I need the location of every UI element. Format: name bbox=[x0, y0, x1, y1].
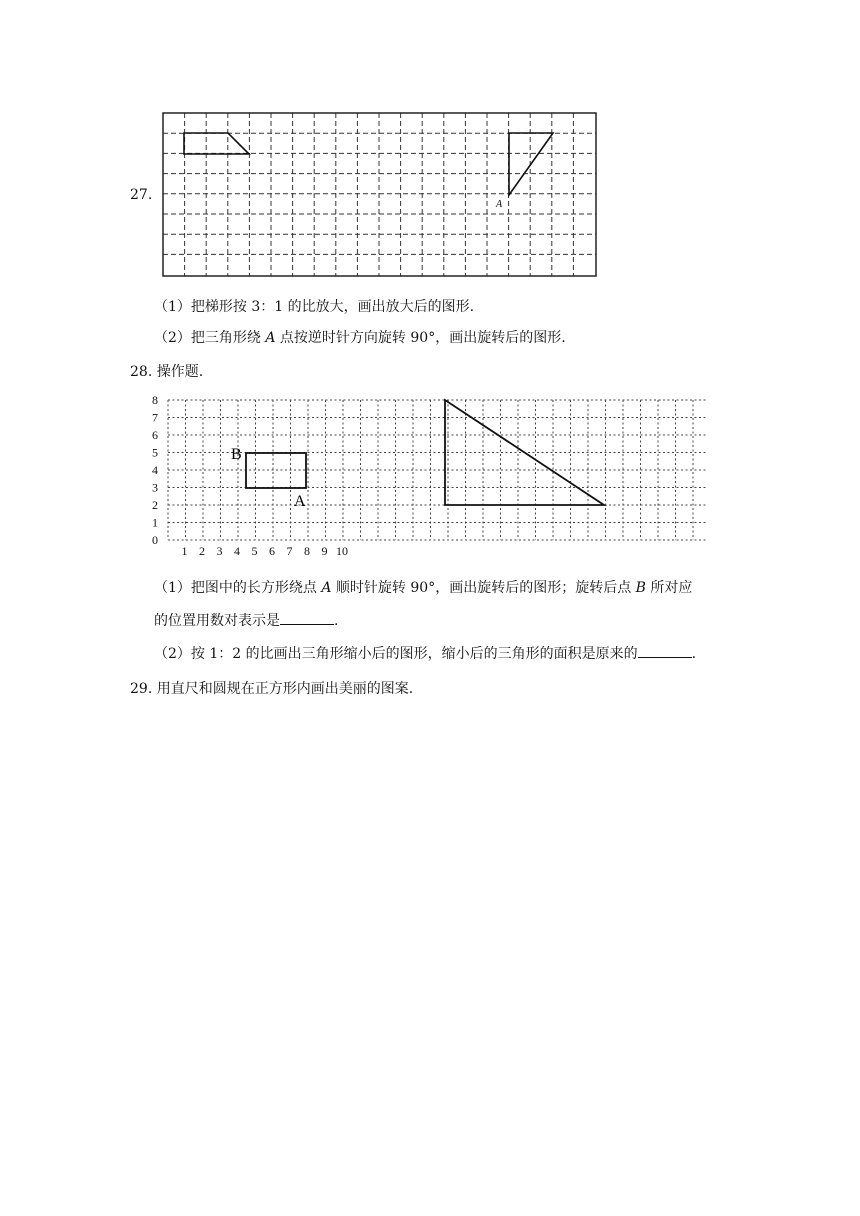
q28-y-tick-label: 1 bbox=[152, 515, 158, 530]
q28-y-tick-label: 4 bbox=[152, 463, 158, 477]
q27-sub2: （2）把三角形绕 A 点按逆时针方向旋转 90°，画出旋转后的图形. bbox=[154, 330, 566, 346]
q28-x-tick-label: 10 bbox=[336, 544, 348, 558]
q28-y-tick-label: 7 bbox=[152, 410, 158, 425]
q28-x-tick-label: 6 bbox=[269, 544, 275, 558]
q28-x-tick-label: 3 bbox=[216, 544, 223, 558]
q28-answer-blank-1[interactable] bbox=[280, 610, 334, 625]
q28-x-tick-label: 4 bbox=[234, 544, 240, 558]
q28-sub1-line1: （1）把图中的长方形绕点 A 顺时针旋转 90°，画出旋转后的图形；旋转后点 B 所对应 bbox=[154, 580, 693, 596]
q28-answer-blank-2[interactable] bbox=[638, 643, 692, 658]
q28-sub1-line2: 的位置用数对表示是 . bbox=[154, 610, 338, 630]
q28-x-tick-label: 1 bbox=[181, 544, 188, 558]
q27-point-a-label: A bbox=[496, 199, 503, 210]
q27-grid-figure bbox=[162, 112, 598, 278]
q28-y-tick-label: 2 bbox=[152, 498, 158, 512]
q27-triangle bbox=[509, 133, 553, 195]
q27-trapezoid bbox=[184, 133, 249, 154]
q28-triangle bbox=[445, 400, 604, 505]
q28-y-tick-label: 0 bbox=[152, 533, 158, 547]
q28-y-tick-label: 5 bbox=[152, 445, 158, 460]
question-28-heading: 28. 操作题. bbox=[130, 364, 204, 380]
question-29: 29. 用直尺和圆规在正方形内画出美丽的图案. bbox=[130, 681, 414, 697]
q28-x-tick-label: 9 bbox=[321, 544, 328, 558]
q27-sub1: （1）把梯形按 3：1 的比放大，画出放大后的图形. bbox=[154, 299, 475, 315]
q28-x-tick-label: 5 bbox=[251, 544, 258, 558]
q28-x-tick-label: 2 bbox=[199, 544, 205, 558]
q28-sub2: （2）按 1：2 的比画出三角形缩小后的图形，缩小后的三角形的面积是原来的 . bbox=[154, 643, 696, 663]
question-27-number: 27. bbox=[130, 187, 153, 203]
q28-x-tick-label: 7 bbox=[286, 544, 293, 558]
q28-coordinate-grid bbox=[148, 392, 708, 560]
q28-y-tick-label: 6 bbox=[152, 428, 158, 442]
q28-x-tick-label: 8 bbox=[304, 544, 310, 558]
q28-label-b: B bbox=[231, 446, 242, 463]
q28-label-a: A bbox=[294, 493, 306, 510]
q28-y-tick-label: 8 bbox=[152, 393, 158, 407]
q28-y-tick-label: 3 bbox=[152, 480, 158, 495]
